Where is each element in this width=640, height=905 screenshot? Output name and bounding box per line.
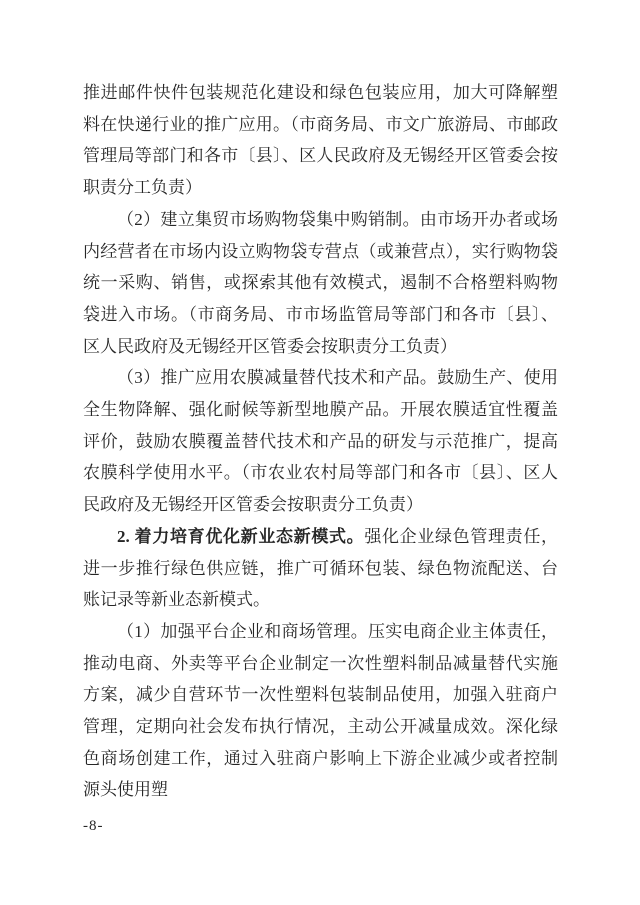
paragraph-3	[83, 362, 558, 521]
paragraph-4	[83, 521, 558, 616]
paragraph-3-text: （3）推广应用农膜减量替代技术和产品。鼓励生产、使用全生物降解、强化耐候等新型地膜产品。开展农膜适宜性覆盖评价，鼓励农膜覆盖替代技术和产品的研发与示范推广，提高农膜科学使用水平。（市农业农村局等部门和各市〔县〕、区人民政府及无锡经开区管委会按职责分工负责）	[83, 368, 558, 515]
page-number: -8-	[83, 818, 104, 834]
paragraph-4-text: 强化企业绿色管理责任，进一步推行绿色供应链，推广可循环包装、绿色物流配送、台账记录等新业态新模式。	[83, 526, 559, 610]
document-body	[83, 77, 558, 806]
paragraph-1-text: 推进邮件快件包装规范化建设和绿色包装应用，加大可降解塑料在快递行业的推广应用。（市商务局、市文广旅游局、市邮政管理局等部门和各市〔县〕、区人民政府及无锡经开区管委会按职责分工负责）	[83, 83, 558, 198]
paragraph-2-text: （2）建立集贸市场购物袋集中购销制。由市场开办者或场内经营者在市场内设立购物袋专营点（或兼营点），实行购物袋统一采购、销售，或探索其他有效模式，遏制不合格塑料购物袋进入市场。（市商务局、市市场监管局等部门和各市〔县〕、区人民政府及无锡经开区管委会按职责分工负责）	[83, 209, 558, 356]
paragraph-5	[83, 616, 558, 806]
paragraph-5-text: （1）加强平台企业和商场管理。压实电商企业主体责任，推动电商、外卖等平台企业制定一次性塑料制品减量替代实施方案，减少自营环节一次性塑料包装制品使用，加强入驻商户管理，定期向社会发布执行情况，主动公开减量成效。深化绿色商场创建工作，通过入驻商户影响上下游企业减少或者控制源头使用塑	[83, 621, 558, 800]
paragraph-2	[83, 204, 558, 363]
paragraph-1	[83, 77, 558, 204]
paragraph-4-bold-lead: 2. 着力培育优化新业态新模式。	[117, 526, 365, 546]
